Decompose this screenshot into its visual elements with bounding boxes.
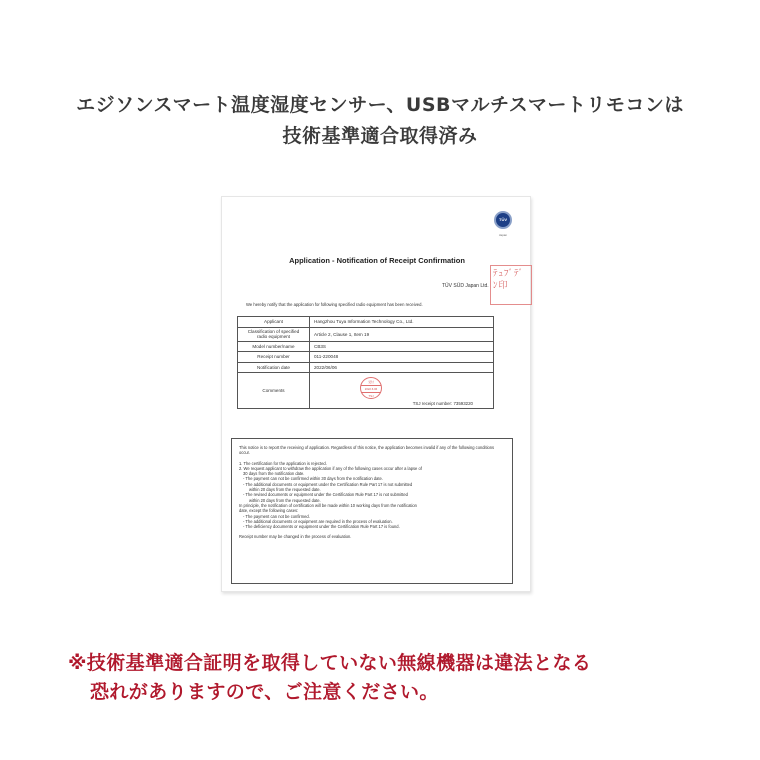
- row-value: CB3S: [310, 341, 494, 352]
- intro-text: We hereby notify that the application for following specified radio equipment has been received.: [246, 302, 423, 307]
- receipt-stamp-icon: [360, 377, 382, 399]
- table-row: [238, 362, 494, 373]
- table-row: [238, 341, 494, 352]
- table-row: [238, 317, 494, 328]
- notice-line: Receipt number may be changed in the process of evaluation.: [239, 534, 352, 540]
- row-value: 2022/06/06: [310, 362, 494, 373]
- row-label: Model number/name: [238, 341, 310, 352]
- table-row: [238, 373, 494, 409]
- notice-line: - The additional documents or equipment under the Certification Rule Part 17 is not submitted: [243, 481, 413, 487]
- tsj-receipt-number: TSJ receipt number: 73593220: [412, 401, 473, 406]
- notice-line: - The additional documents or equipment are required in the process of evaluation.: [243, 518, 393, 524]
- tuv-logo-icon: TÜV: [494, 211, 512, 229]
- row-value: Hangzhou Tuya Information Technology Co., Ltd.: [310, 317, 494, 328]
- row-value: [310, 373, 494, 409]
- row-label: Comments: [238, 373, 310, 409]
- notice-line: 2. We request applicant to withdraw the application if any of the following cases occur after a lapse of: [239, 465, 422, 471]
- headline-line-1: エジソンスマート温度湿度センサー、USBマルチスマートリモコンは: [76, 94, 684, 116]
- notice-line: date, except the following cases:: [239, 508, 299, 514]
- stamp-bottom: TSJ: [368, 394, 374, 398]
- stamp-date: 2022.6.06: [361, 385, 381, 393]
- row-label: Applicant: [238, 317, 310, 328]
- notice-line: 30 days from the notification date.: [243, 471, 305, 477]
- notice-line: within 20 days from the requested date.: [249, 487, 321, 493]
- company-seal-icon: ﾃｭﾌﾞﾃﾞﾝ印: [490, 265, 532, 305]
- stamp-top: 受付: [368, 380, 374, 384]
- table-row: [238, 352, 494, 363]
- certificate-document: [221, 196, 531, 592]
- notice-line: - The deficiency documents or equipment under the Certification Rule Part 17 is found.: [243, 524, 400, 530]
- row-value: 011-220048: [310, 352, 494, 363]
- table-row: [238, 327, 494, 341]
- notice-line: - The revised documents or equipment under the Certification Rule Part 17 is not submitted: [243, 492, 408, 498]
- legal-warning: [68, 649, 591, 707]
- row-label: Notification date: [238, 362, 310, 373]
- notice-line: - The payment can not be confirmed.: [243, 513, 310, 519]
- notice-line: within 20 days from the requested date.: [249, 497, 321, 503]
- notice-line: This notice is to report the receiving of application. Regardless of this notice, the application becomes invalid if any of the following conditions occur.: [239, 445, 495, 456]
- row-label: Classification of specified radio equipment: [238, 327, 310, 341]
- issuer-company: TÜV SÜD Japan Ltd.: [442, 283, 489, 289]
- headline-line-2: 技術基準適合取得済み: [282, 125, 478, 147]
- notice-box: [231, 438, 513, 584]
- warning-line-2: 恐れがありますので、ご注意ください。: [90, 681, 439, 703]
- receipt-info-table: [237, 316, 494, 409]
- notice-line: - The payment can not be confirmed within 30 days from the notification date.: [243, 476, 383, 482]
- notice-line: In principle, the notification of certification will be made within 10 working days from the notification: [239, 502, 417, 508]
- warning-line-1: ※技術基準適合証明を取得していない無線機器は違法となる: [68, 652, 592, 674]
- row-label: Receipt number: [238, 352, 310, 363]
- row-value: Article 2, Clause 1, Item 19: [310, 327, 494, 341]
- notice-line: 1. The certification for the application is rejected.: [239, 460, 327, 466]
- logo-caption: Japan: [498, 233, 508, 237]
- headline: [0, 90, 760, 152]
- document-title: Application - Notification of Receipt Confirmation: [289, 256, 465, 265]
